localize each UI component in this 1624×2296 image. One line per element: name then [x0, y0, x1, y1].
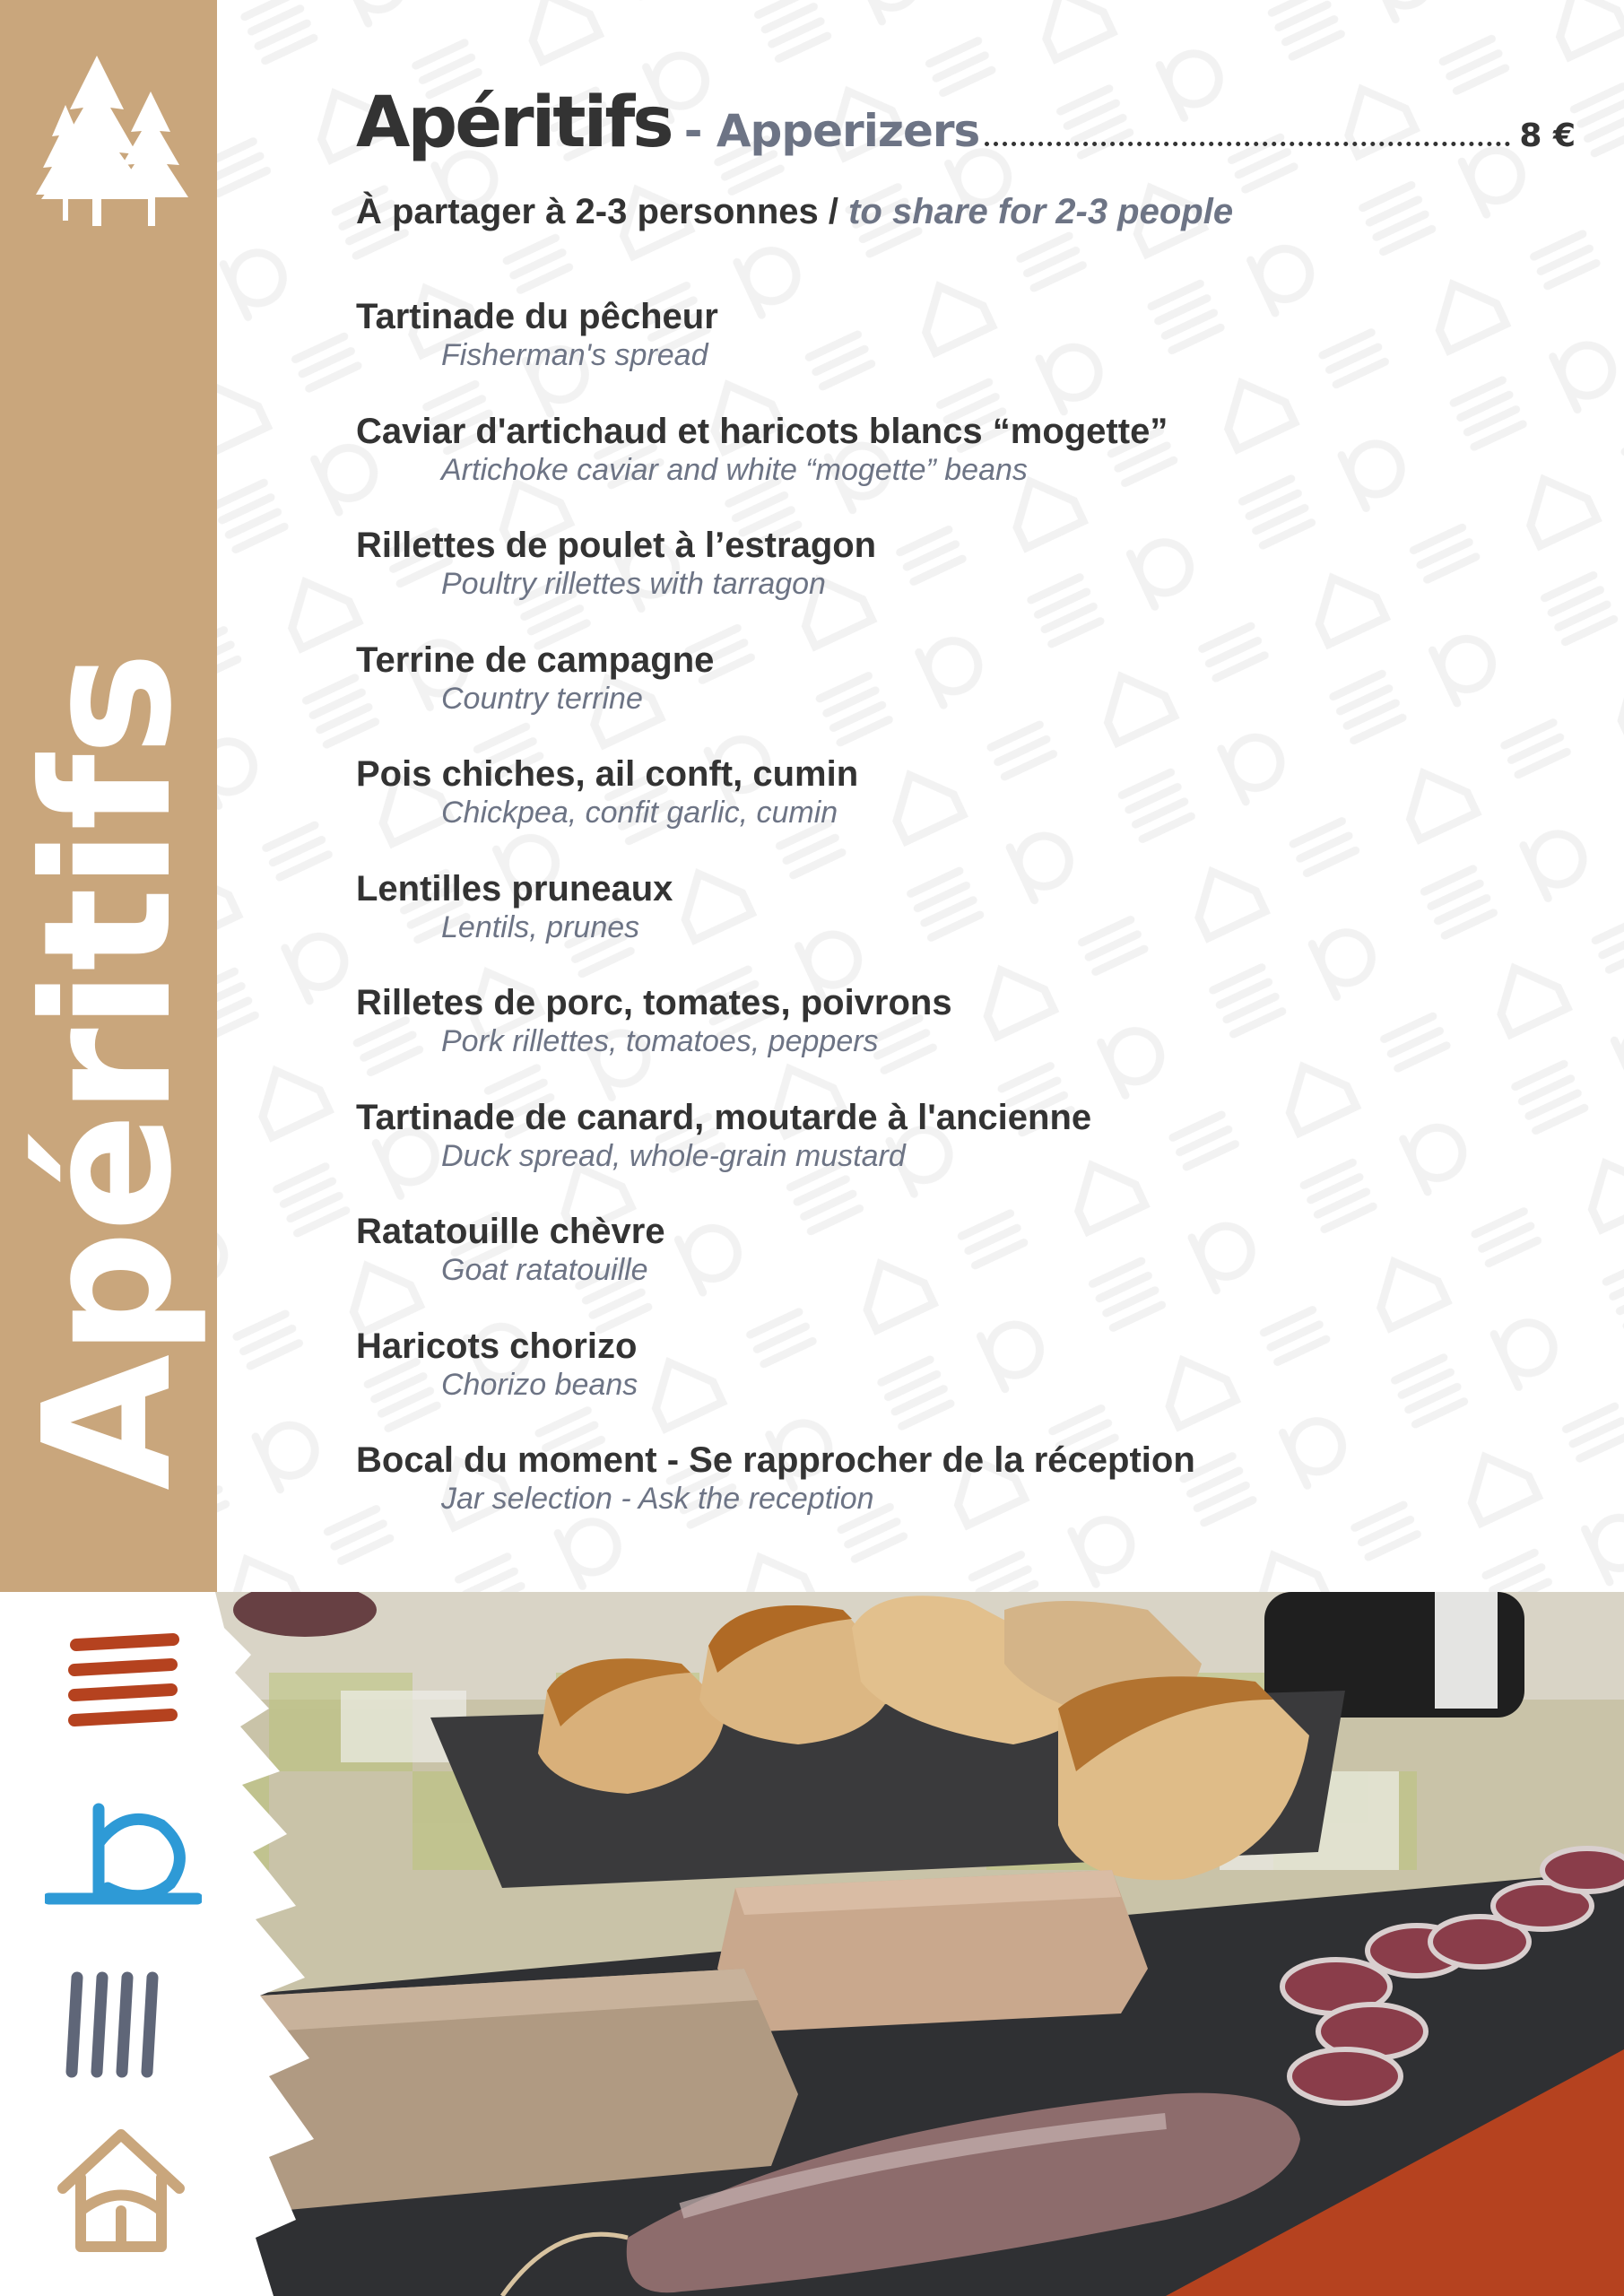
item-name-en: Duck spread, whole-grain mustard [441, 1138, 906, 1173]
item-name-fr: Ratatouille chèvre [356, 1212, 665, 1251]
section-title: Apéritifs [356, 83, 672, 163]
item-name-en: Artichoke caviar and white “mogette” beans [441, 452, 1028, 487]
menu-item [356, 1326, 1522, 1440]
menu-item [356, 296, 1522, 411]
item-name-fr: Terrine de campagne [356, 639, 715, 680]
icon-column [0, 1592, 197, 2296]
item-name-fr: Caviar d'artichaud et haricots blancs “mogette” [356, 411, 1168, 451]
menu-item [356, 1439, 1522, 1554]
item-name-fr: Bocal du moment - Se rapprocher de la réception [356, 1440, 1195, 1480]
item-name-en: Poultry rillettes with tarragon [441, 567, 826, 601]
price: 8 € [1519, 117, 1576, 154]
item-name-en: Fisherman's spread [441, 338, 708, 372]
item-name-fr: Haricots chorizo [356, 1326, 638, 1366]
menu-header [356, 83, 1576, 163]
menu-item [356, 868, 1522, 983]
share-note-fr: À partager à 2-3 personnes / [356, 192, 838, 231]
item-name-fr: Pois chiches, ail conft, cumin [356, 754, 859, 794]
menu-item [356, 525, 1522, 639]
menu-item [356, 1097, 1522, 1212]
item-name-en: Country terrine [441, 681, 643, 716]
item-name-en: Jar selection - Ask the reception [441, 1482, 874, 1516]
share-note [356, 192, 1233, 232]
menu-item [356, 753, 1522, 868]
item-name-en: Pork rillettes, tomatoes, peppers [441, 1024, 879, 1058]
side-band [0, 0, 217, 1592]
menu-item [356, 639, 1522, 754]
item-name-fr: Rillettes de poulet à l’estragon [356, 526, 877, 565]
grey-stripes-icon [65, 1969, 177, 2081]
item-name-en: Chickpea, confit garlic, cumin [441, 796, 838, 830]
red-stripes-icon [67, 1632, 179, 1744]
item-name-fr: Lentilles pruneaux [356, 868, 673, 909]
menu-item [356, 411, 1522, 526]
menu-item [356, 982, 1522, 1097]
pine-trees-icon [34, 56, 204, 230]
blue-knot-icon [45, 1798, 202, 1915]
price-leader-dots [985, 142, 1510, 146]
charcuterie-board-photo [0, 1592, 1624, 2296]
item-name-en: Lentils, prunes [441, 909, 640, 944]
share-note-en: to share for 2-3 people [848, 192, 1234, 231]
item-name-fr: Tartinade de canard, moutarde à l'ancienne [356, 1097, 1092, 1137]
vertical-section-title: Apéritifs [6, 653, 211, 1491]
item-name-en: Goat ratatouille [441, 1253, 648, 1287]
section-subtitle: - Apperizers [683, 105, 980, 157]
tan-house-icon [54, 2126, 188, 2256]
item-name-fr: Tartinade du pêcheur [356, 297, 718, 336]
item-name-fr: Rilletes de porc, tomates, poivrons [356, 983, 952, 1022]
menu-items [356, 296, 1522, 1554]
menu-item [356, 1211, 1522, 1326]
item-name-en: Chorizo beans [441, 1367, 638, 1402]
